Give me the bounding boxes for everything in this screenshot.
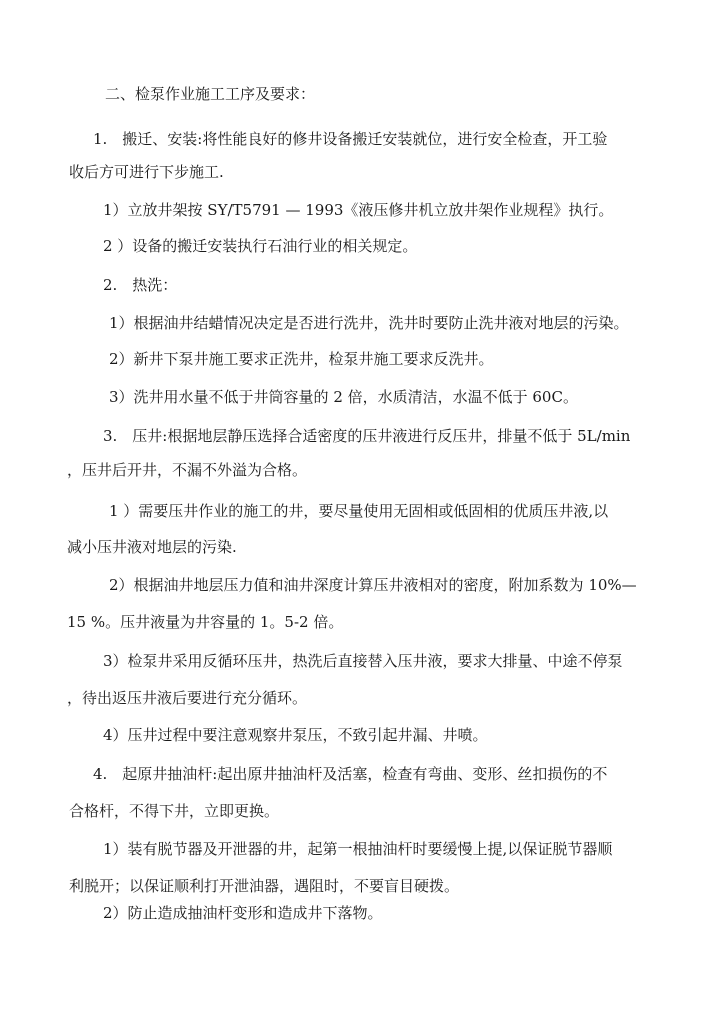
item-1-heading: 1. 搬迁、安装:将性能良好的修井设备搬迁安装就位，进行安全检查，开工验 [93, 130, 608, 148]
item-3-continuation: ，压井后开井，不漏不外溢为合格。 [67, 461, 308, 479]
item-4-sub-2: 2）防止造成抽油杆变形和造成井下落物。 [103, 904, 383, 922]
item-3-sub-1-continuation: 减小压井液对地层的污染. [67, 538, 237, 556]
item-2-sub-3: 3）洗井用水量不低于井筒容量的 2 倍，水质清洁，水温不低于 60C。 [109, 388, 578, 406]
item-3-sub-3-continuation: ，待出返压井液后要进行充分循环。 [67, 689, 308, 707]
item-3-sub-2-continuation: 15 %。压井液量为井容量的 1。5-2 倍。 [67, 613, 344, 631]
item-4-sub-1-continuation: 利脱开；以保证顺利打开泄油器，遇阻时，不要盲目硬拨。 [69, 877, 460, 895]
item-3-sub-3: 3）检泵井采用反循环压井，热洗后直接替入压井液，要求大排量、中途不停泵 [103, 652, 623, 670]
item-3-heading: 3. 压井:根据地层静压选择合适密度的压井液进行反压井，排量不低于 5L/min [103, 427, 631, 445]
item-4-heading: 4. 起原井抽油杆:起出原井抽油杆及活塞，检查有弯曲、变形、丝扣损伤的不 [93, 765, 608, 783]
item-3-sub-2: 2）根据油井地层压力值和油井深度计算压井液相对的密度，附加系数为 10%— [109, 576, 637, 594]
item-1-continuation: 收后方可进行下步施工. [69, 163, 224, 181]
section-heading: 二、检泵作业施工工序及要求： [105, 85, 316, 103]
item-4-continuation: 合格杆，不得下井，立即更换。 [69, 802, 280, 820]
item-2-sub-2: 2）新井下泵井施工要求正洗井，检泵井施工要求反洗井。 [109, 350, 494, 368]
item-2-sub-1: 1）根据油井结蜡情况决定是否进行洗井，洗井时要防止洗井液对地层的污染。 [109, 314, 629, 332]
item-3-sub-4: 4）压井过程中要注意观察井泵压，不致引起井漏、井喷。 [103, 726, 488, 744]
item-3-sub-1: 1 ）需要压井作业的施工的井，要尽量使用无固相或低固相的优质压井液,以 [109, 502, 609, 520]
item-2-heading: 2. 热洗： [103, 276, 178, 294]
item-4-sub-1: 1）装有脱节器及开泄器的井，起第一根抽油杆时要缓慢上提,以保证脱节器顺 [103, 840, 613, 858]
item-1-sub-2: 2 ）设备的搬迁安装执行石油行业的相关规定。 [103, 237, 418, 255]
item-1-sub-1: 1）立放井架按 SY/T5791 — 1993《液压修井机立放井架作业规程》执行。 [103, 201, 614, 219]
